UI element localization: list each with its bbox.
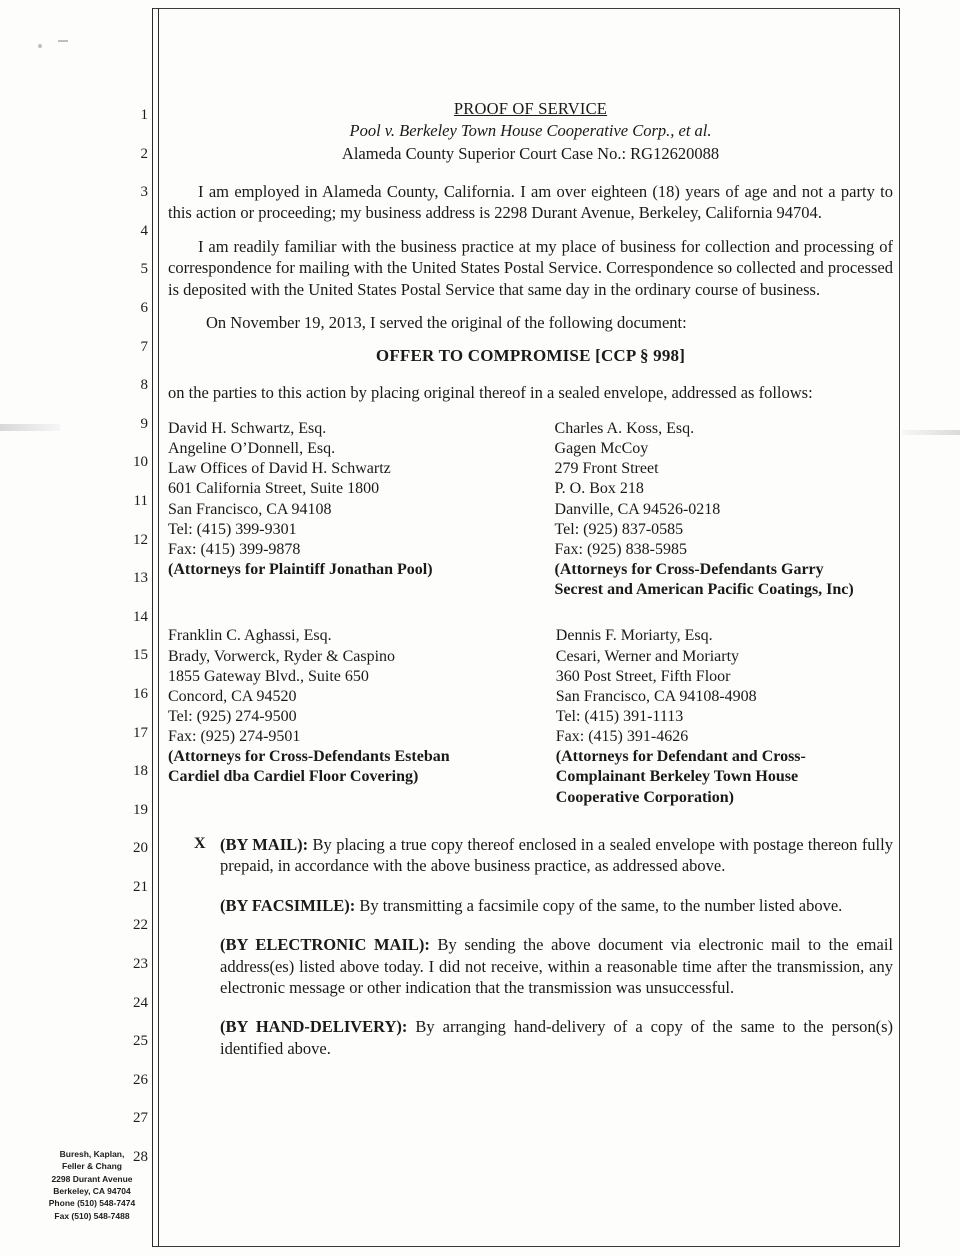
line-number: 27 bbox=[133, 1110, 148, 1127]
document-title: PROOF OF SERVICE bbox=[453, 99, 608, 118]
service-method-hand-delivery bbox=[168, 1016, 893, 1059]
line-number: 14 bbox=[133, 608, 148, 625]
line-number: 21 bbox=[133, 878, 148, 895]
firm-footer-line: Phone (510) 548-7474 bbox=[48, 1198, 136, 1209]
address-line: 279 Front Street bbox=[554, 460, 659, 478]
line-number: 8 bbox=[140, 377, 148, 394]
scan-speck bbox=[38, 44, 42, 48]
address-role-line: Secrest and American Pacific Coatings, Inc) bbox=[554, 581, 854, 599]
line-number: 18 bbox=[133, 763, 148, 780]
case-caption: Pool v. Berkeley Town House Cooperative Corp., et al. bbox=[349, 121, 712, 141]
line-number: 1 bbox=[140, 107, 148, 123]
address-line: 601 California Street, Suite 1800 bbox=[168, 480, 380, 498]
service-method-facsimile bbox=[168, 895, 893, 916]
address-line: Angeline O’Donnell, Esq. bbox=[168, 440, 336, 458]
method-text: By sending the above document via electronic mail to the email address(es) listed above today. I did not receive, within a reasonable time after the transmission, any electronic message or other indication that the transmission was unsuccessful. bbox=[220, 935, 893, 997]
left-rule-outer bbox=[152, 8, 153, 1247]
address-line: Tel: (415) 391-1113 bbox=[555, 707, 684, 725]
address-role-line: (Attorneys for Cross-Defendants Garry bbox=[554, 561, 824, 579]
address-line: Tel: (415) 399-9301 bbox=[168, 520, 297, 538]
line-number: 3 bbox=[140, 184, 148, 201]
service-list-group-2 bbox=[168, 626, 893, 807]
address-line: Brady, Vorwerck, Ryder & Caspino bbox=[168, 647, 396, 665]
line-number: 12 bbox=[133, 531, 148, 548]
line-number: 13 bbox=[133, 570, 148, 587]
service-party-left bbox=[168, 419, 555, 600]
method-label: (BY ELECTRONIC MAIL): bbox=[220, 935, 430, 955]
line-number: 2 bbox=[140, 145, 148, 162]
left-rule-inner bbox=[158, 8, 159, 1247]
paragraph-parties: on the parties to this action by placing original thereof in a sealed envelope, addressed as follows: bbox=[168, 382, 813, 402]
address-line: Dennis F. Moriarty, Esq. bbox=[555, 627, 713, 645]
line-number: 15 bbox=[133, 647, 148, 664]
firm-footer-line: Feller & Chang bbox=[62, 1161, 122, 1172]
checkbox-mark[interactable]: X bbox=[194, 834, 206, 852]
method-label: (BY MAIL): bbox=[220, 834, 309, 854]
line-number: 10 bbox=[133, 454, 148, 471]
address-line: Cesari, Werner and Moriarty bbox=[555, 647, 740, 665]
paragraph-mailing-practice: I am readily familiar with the business practice at my place of business for collection and processing of correspondence for mailing with the United States Postal Service. Correspondence so collected and processed is deposited with the United States Postal Service that same day in the ordinary course of business. bbox=[168, 236, 893, 299]
service-method-electronic-mail bbox=[168, 934, 893, 998]
method-label: (BY FACSIMILE): bbox=[220, 895, 356, 915]
document-body bbox=[168, 98, 893, 1077]
address-line: Danville, CA 94526-0218 bbox=[554, 500, 721, 518]
right-rule bbox=[899, 8, 900, 1247]
line-number: 22 bbox=[133, 917, 148, 934]
address-line: Charles A. Koss, Esq. bbox=[554, 419, 695, 437]
address-line: San Francisco, CA 94108-4908 bbox=[555, 687, 757, 705]
paragraph-employment: I am employed in Alameda County, California. I am over eighteen (18) years of age and not a party to this action or proceeding; my business address is 2298 Durant Avenue, Berkeley, California 94704. bbox=[168, 181, 893, 223]
method-label: (BY HAND-DELIVERY): bbox=[220, 1017, 408, 1037]
method-text: By transmitting a facsimile copy of the same, to the number listed above. bbox=[355, 895, 843, 915]
method-text: By placing a true copy thereof enclosed in a sealed envelope with postage thereon fully prepaid, in accordance with the above business practice, as addressed above. bbox=[220, 834, 893, 876]
court-case-number: Alameda County Superior Court Case No.: RG12620088 bbox=[341, 143, 720, 163]
line-number: 4 bbox=[140, 222, 148, 239]
bottom-rule bbox=[152, 1246, 900, 1247]
firm-footer-block bbox=[38, 1148, 146, 1222]
firm-footer-line: Fax (510) 548-7488 bbox=[54, 1210, 130, 1221]
service-method-mail bbox=[168, 834, 893, 877]
address-role-line: Cardiel dba Cardiel Floor Covering) bbox=[168, 768, 419, 786]
line-number: 26 bbox=[133, 1071, 148, 1088]
address-role-line: Complainant Berkeley Town House bbox=[555, 768, 799, 786]
address-role-line: Cooperative Corporation) bbox=[555, 788, 734, 806]
paragraph-served-date: On November 19, 2013, I served the original of the following document: bbox=[206, 312, 687, 332]
line-number: 9 bbox=[140, 415, 148, 432]
method-text: By arranging hand-delivery of a copy of the same to the person(s) identified above. bbox=[220, 1017, 893, 1058]
service-list-group-1 bbox=[168, 419, 893, 600]
scan-artifact-left bbox=[0, 424, 60, 431]
served-document-title: OFFER TO COMPROMISE [CCP § 998] bbox=[375, 346, 686, 366]
address-role-line: (Attorneys for Cross-Defendants Esteban bbox=[168, 748, 450, 766]
address-line: Law Offices of David H. Schwartz bbox=[168, 460, 391, 478]
firm-footer-line: Buresh, Kaplan, bbox=[59, 1149, 125, 1159]
line-number: 5 bbox=[140, 261, 148, 278]
line-number: 17 bbox=[133, 724, 148, 741]
line-number: 7 bbox=[140, 338, 148, 355]
scan-speck bbox=[58, 40, 68, 42]
address-line: San Francisco, CA 94108 bbox=[168, 500, 332, 518]
scan-artifact-right bbox=[902, 430, 960, 435]
firm-footer-line: Berkeley, CA 94704 bbox=[53, 1185, 131, 1196]
line-number: 24 bbox=[133, 994, 148, 1011]
line-number: 23 bbox=[133, 956, 148, 973]
address-line: P. O. Box 218 bbox=[554, 480, 644, 498]
line-number-column bbox=[118, 96, 148, 1177]
document-heading bbox=[168, 98, 893, 165]
address-line: 1855 Gateway Blvd., Suite 650 bbox=[168, 667, 369, 685]
address-line: Franklin C. Aghassi, Esq. bbox=[168, 627, 332, 645]
address-line: Tel: (925) 274-9500 bbox=[168, 707, 297, 725]
service-party-right bbox=[555, 419, 893, 600]
address-line: Fax: (925) 838-5985 bbox=[554, 540, 687, 558]
address-line: Fax: (925) 274-9501 bbox=[168, 728, 301, 746]
address-role-line: (Attorneys for Defendant and Cross- bbox=[555, 748, 806, 766]
address-line: Fax: (415) 391-4626 bbox=[555, 728, 689, 746]
line-number: 25 bbox=[133, 1033, 148, 1050]
line-number: 28 bbox=[133, 1149, 148, 1166]
address-line: 360 Post Street, Fifth Floor bbox=[555, 667, 731, 685]
address-line: Fax: (415) 399-9878 bbox=[168, 540, 301, 558]
line-number: 16 bbox=[133, 685, 148, 702]
service-method-list bbox=[168, 834, 893, 1060]
address-line: Tel: (925) 837-0585 bbox=[554, 520, 684, 538]
top-rule bbox=[152, 8, 900, 9]
address-role-line: (Attorneys for Plaintiff Jonathan Pool) bbox=[168, 561, 433, 579]
line-number: 6 bbox=[140, 299, 148, 316]
address-line: David H. Schwartz, Esq. bbox=[168, 419, 327, 437]
service-party-right bbox=[556, 626, 893, 807]
line-number: 19 bbox=[133, 801, 148, 818]
address-line: Concord, CA 94520 bbox=[168, 687, 297, 705]
line-number: 20 bbox=[133, 840, 148, 857]
service-party-left bbox=[168, 626, 556, 807]
line-number: 11 bbox=[133, 492, 148, 509]
address-line: Gagen McCoy bbox=[554, 440, 649, 458]
firm-footer-line: 2298 Durant Avenue bbox=[51, 1173, 133, 1184]
